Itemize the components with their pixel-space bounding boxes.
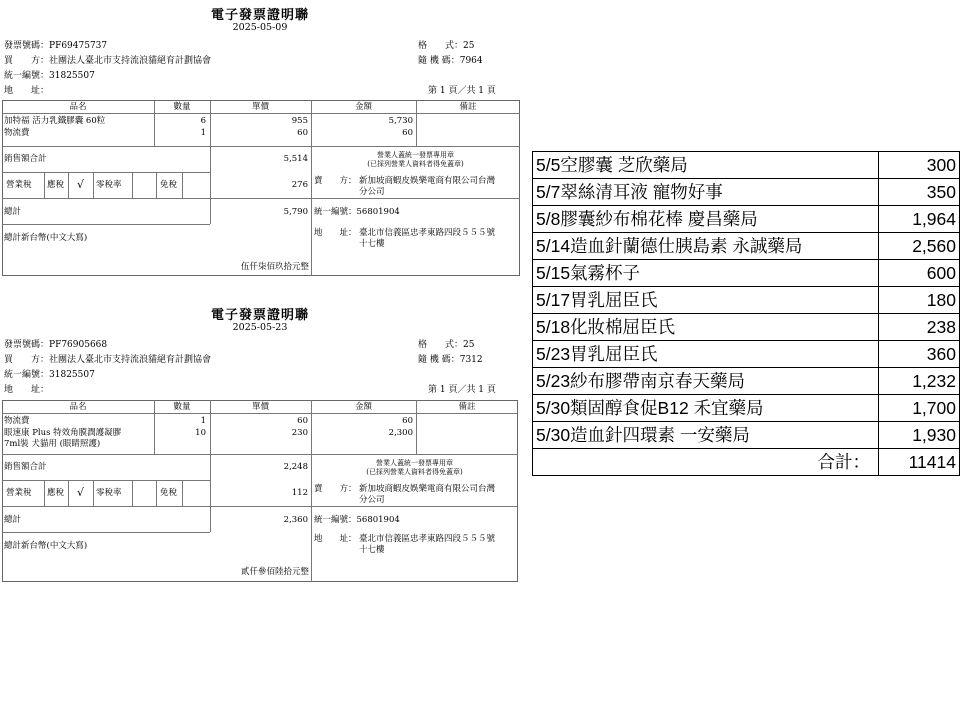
sales-total-label: 銷售額合計 [4, 154, 47, 164]
buyer-label: 買 方： [4, 355, 50, 365]
stamp-note-2: (已採列營業人資料者得免蓋章) [367, 160, 464, 168]
invoice-title: 電子發票證明聯 [210, 8, 309, 23]
format-line [418, 38, 474, 51]
tax-type-label: 營業稅 [6, 180, 32, 190]
seller-label: 賣 方： [314, 176, 357, 186]
page-indicator: 第 1 頁／共 1 頁 [428, 86, 496, 96]
item-amount: 60 [402, 128, 413, 138]
header-price: 單價 [251, 102, 269, 112]
random-code-line [418, 53, 483, 66]
seller-address: 臺北市信義區忠孝東路四段５５５號 [359, 534, 496, 544]
table-row [533, 314, 960, 341]
expense-amount: 1,930 [879, 422, 960, 449]
header-item-name: 品名 [69, 402, 87, 412]
taxable-label: 應稅 [47, 180, 65, 190]
buyer-line [4, 352, 211, 365]
expense-description: 5/18化妝棉屈臣氏 [533, 314, 879, 341]
item-amount: 5,730 [388, 116, 413, 126]
item-price: 955 [291, 116, 308, 126]
invoice-date: 2025-05-23 [232, 322, 288, 333]
zero-rate-label: 零稅率 [96, 180, 122, 190]
invoice-no: PF69475737 [49, 41, 108, 51]
table-row [533, 260, 960, 287]
seller-address-line2: 十七樓 [359, 545, 385, 555]
invoice-date: 2025-05-09 [232, 22, 288, 33]
address-label: 地 址： [4, 385, 50, 395]
seller-tax-id-label: 統一編號： [314, 515, 357, 525]
expense-amount: 1,232 [879, 368, 960, 395]
item-price: 230 [291, 428, 308, 438]
taxable-label: 應稅 [47, 488, 65, 498]
total-amount: 5,790 [283, 207, 308, 217]
seller-name: 新加坡商蝦皮娛樂電商有限公司台灣 [359, 176, 496, 186]
invoice-no-label: 發票號碼： [4, 41, 50, 51]
page-indicator: 第 1 頁／共 1 頁 [428, 385, 496, 395]
seller-address-line2: 十七樓 [359, 239, 385, 249]
item-qty: 10 [195, 428, 206, 438]
item-name: 物流費 [4, 128, 30, 138]
expense-amount: 238 [879, 314, 960, 341]
header-item-name: 品名 [69, 102, 87, 112]
expense-amount: 2,560 [879, 233, 960, 260]
item-amount: 2,300 [388, 428, 413, 438]
ntd-label: 總計新台幣(中文大寫) [4, 233, 88, 243]
ntd-label: 總計新台幣(中文大寫) [4, 541, 88, 551]
buyer-name: 社團法人臺北市支持流浪貓絕育計劃協會 [49, 355, 212, 365]
table-row [533, 206, 960, 233]
seller-name-line2: 分公司 [359, 495, 385, 505]
expense-amount: 300 [879, 152, 960, 179]
header-remark: 備註 [458, 402, 476, 412]
format-value: 25 [463, 340, 475, 350]
tax-type-label: 營業稅 [6, 488, 32, 498]
seller-name: 新加坡商蝦皮娛樂電商有限公司台灣 [359, 484, 496, 494]
zero-rate-label: 零稅率 [96, 488, 122, 498]
table-row [533, 368, 960, 395]
expense-description: 5/5空膠囊 芝欣藥局 [533, 152, 879, 179]
expense-amount: 1,700 [879, 395, 960, 422]
tax-id: 31825507 [49, 370, 95, 380]
expense-description: 5/15氣霧杯子 [533, 260, 879, 287]
summary-total: 11414 [879, 449, 960, 476]
sales-total: 5,514 [283, 154, 308, 164]
seller-name-line2: 分公司 [359, 187, 385, 197]
summary-total-label: 合計： [533, 449, 879, 476]
total-row [533, 449, 960, 476]
tax-id-line [4, 68, 95, 81]
expense-amount: 360 [879, 341, 960, 368]
item-name: 物流費 [4, 416, 30, 426]
buyer-label: 買 方： [4, 56, 50, 66]
invoice-no-label: 發票號碼： [4, 340, 50, 350]
exempt-label: 免稅 [160, 488, 178, 498]
seller-tax-id-line [314, 207, 400, 218]
stamp-note-2: (已採列營業人資料者得免蓋章) [366, 468, 463, 476]
header-amount: 金額 [354, 402, 372, 412]
check-mark-icon: √ [76, 178, 84, 191]
expense-amount: 180 [879, 287, 960, 314]
header-qty: 數量 [173, 102, 191, 112]
expense-description: 5/14造血針蘭德仕胰島素 永誠藥局 [533, 233, 879, 260]
tax-id-label: 統一編號： [4, 370, 50, 380]
sales-total: 2,248 [283, 462, 308, 472]
invoice-no-line [4, 38, 107, 51]
table-row [533, 341, 960, 368]
table-row [533, 287, 960, 314]
sales-total-label: 銷售額合計 [4, 462, 47, 472]
item-qty: 1 [200, 128, 206, 138]
format-label: 格 式： [418, 41, 464, 51]
total-amount: 2,360 [283, 515, 308, 525]
random-code: 7964 [459, 56, 483, 66]
tax-id-label: 統一編號： [4, 71, 50, 81]
expense-amount: 350 [879, 179, 960, 206]
exempt-label: 免稅 [160, 180, 178, 190]
seller-label: 賣 方： [314, 484, 357, 494]
item-name: 眼速康 Plus 特效角膜潤護凝膠 [4, 428, 122, 438]
total-chinese: 伍仟柒佰玖拾元整 [240, 262, 309, 272]
total-label: 總計 [4, 207, 22, 217]
random-code-line [418, 352, 483, 365]
invoice-no: PF76905668 [49, 340, 108, 350]
random-code-label: 隨 機 碼： [418, 56, 460, 66]
buyer-line [4, 53, 211, 66]
item-amount: 60 [402, 416, 413, 426]
header-price: 單價 [251, 402, 269, 412]
invoice-title: 電子發票證明聯 [210, 308, 309, 323]
tax-amount: 112 [291, 488, 308, 498]
expense-description: 5/23胃乳屈臣氏 [533, 341, 879, 368]
random-code-label: 隨 機 碼： [418, 355, 460, 365]
seller-address-label: 地 址： [314, 228, 357, 238]
total-label: 總計 [4, 515, 22, 525]
address-label: 地 址： [4, 86, 50, 96]
seller-address: 臺北市信義區忠孝東路四段５５５號 [359, 228, 496, 238]
item-qty: 1 [200, 416, 206, 426]
tax-id-line [4, 367, 95, 380]
stamp-note-1: 營業人蓋統一發票專用章 [377, 151, 454, 159]
buyer-name: 社團法人臺北市支持流浪貓絕育計劃協會 [49, 56, 212, 66]
format-label: 格 式： [418, 340, 464, 350]
expense-description: 5/23紗布膠帶南京春天藥局 [533, 368, 879, 395]
table-row [533, 152, 960, 179]
header-remark: 備註 [459, 102, 477, 112]
table-row [533, 422, 960, 449]
header-qty: 數量 [173, 402, 191, 412]
seller-tax-id-label: 統一編號： [314, 207, 357, 217]
expense-description: 5/7翠絲清耳液 寵物好事 [533, 179, 879, 206]
item-price: 60 [297, 128, 308, 138]
header-amount: 金額 [354, 102, 372, 112]
format-line [418, 337, 474, 350]
item-price: 60 [297, 416, 308, 426]
expense-description: 5/8膠囊紗布棉花棒 慶昌藥局 [533, 206, 879, 233]
stamp-note-1: 營業人蓋統一發票專用章 [376, 459, 453, 467]
total-chinese: 貳仟參佰陸拾元整 [240, 567, 309, 577]
format-value: 25 [463, 41, 475, 51]
seller-tax-id: 56801904 [356, 515, 400, 525]
expense-summary-table [532, 151, 960, 476]
item-name: 加特福 活力乳鐵膠囊 60粒 [4, 116, 106, 126]
item-name-line2: 7ml裝 犬貓用 (眼睛照護) [4, 439, 101, 449]
invoice-no-line [4, 337, 107, 350]
expense-description: 5/30造血針四環素 一安藥局 [533, 422, 879, 449]
expense-description: 5/17胃乳屈臣氏 [533, 287, 879, 314]
tax-amount: 276 [291, 180, 308, 190]
table-row [533, 395, 960, 422]
item-qty: 6 [200, 116, 206, 126]
seller-tax-id: 56801904 [356, 207, 400, 217]
tax-id: 31825507 [49, 71, 95, 81]
check-mark-icon: √ [76, 486, 84, 499]
table-row [533, 233, 960, 260]
seller-tax-id-line [314, 515, 400, 526]
random-code: 7312 [459, 355, 483, 365]
table-row [533, 179, 960, 206]
expense-description: 5/30類固醇食促B12 禾宜藥局 [533, 395, 879, 422]
expense-amount: 600 [879, 260, 960, 287]
expense-amount: 1,964 [879, 206, 960, 233]
seller-address-label: 地 址： [314, 534, 357, 544]
